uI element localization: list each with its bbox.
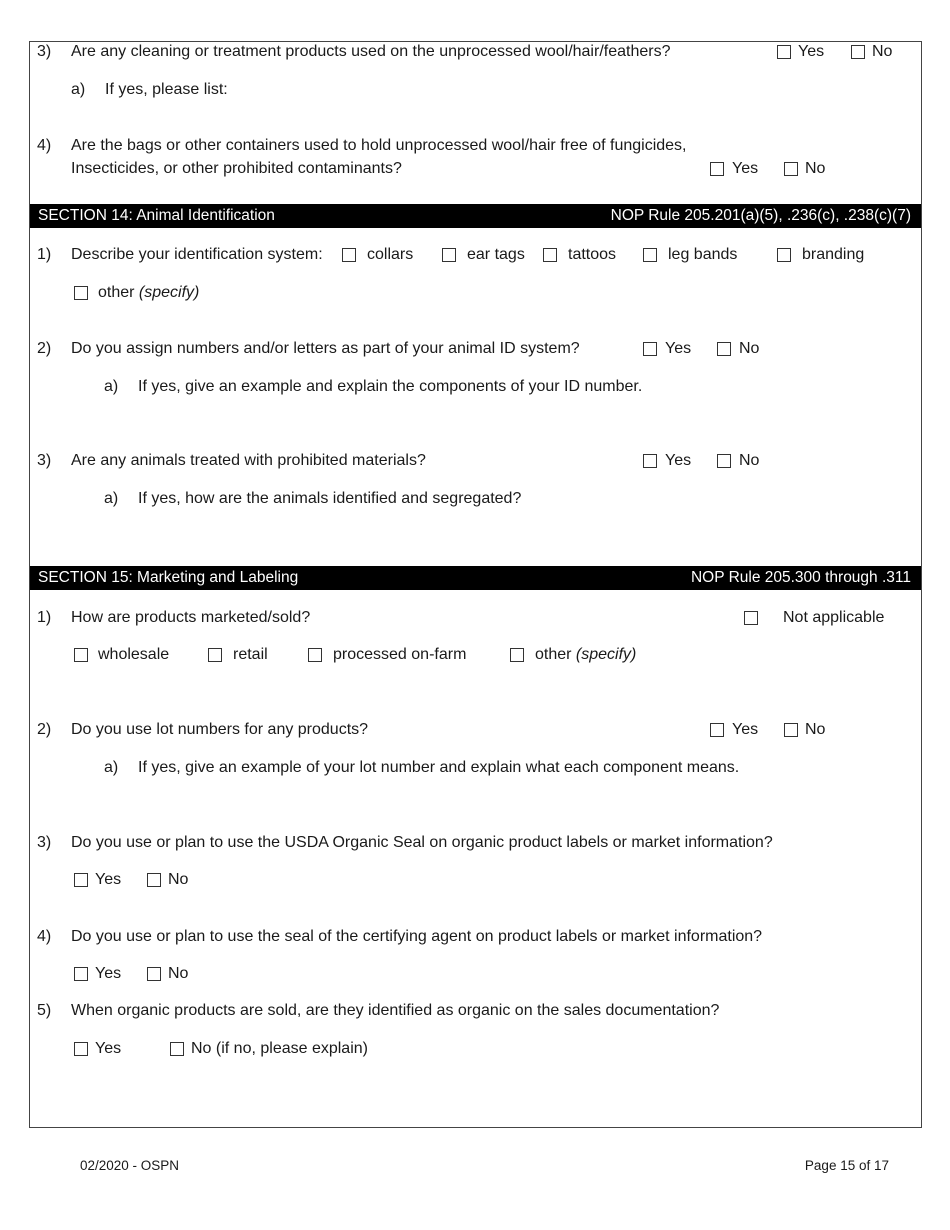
question-number: 4) — [37, 928, 52, 945]
no-checkbox[interactable] — [717, 342, 731, 356]
question-number: 5) — [37, 1002, 52, 1019]
yes-checkbox[interactable] — [74, 873, 88, 887]
section-rule: NOP Rule 205.201(a)(5), .236(c), .238(c)(7) — [610, 207, 911, 224]
sub-question-text: If yes, how are the animals identified and segregated? — [138, 490, 522, 507]
no-checkbox[interactable] — [784, 162, 798, 176]
sub-letter: a) — [104, 490, 119, 507]
yes-label: Yes — [95, 871, 122, 888]
no-checkbox[interactable] — [147, 873, 161, 887]
no-checkbox[interactable] — [170, 1042, 184, 1056]
leg-bands-checkbox[interactable] — [643, 248, 657, 262]
question-text: Describe your identification system: — [71, 246, 323, 263]
ear-tags-label: ear tags — [467, 246, 525, 263]
question-number: 3) — [37, 452, 52, 469]
collars-checkbox[interactable] — [342, 248, 356, 262]
leg-bands-label: leg bands — [668, 246, 738, 263]
question-number: 2) — [37, 721, 52, 738]
footer-page-number: Page 15 of 17 — [804, 1158, 889, 1173]
wholesale-checkbox[interactable] — [74, 648, 88, 662]
yes-checkbox[interactable] — [777, 45, 791, 59]
branding-checkbox[interactable] — [777, 248, 791, 262]
question-number: 1) — [37, 246, 52, 263]
processed-on-farm-label: processed on-farm — [333, 646, 467, 663]
section-rule: NOP Rule 205.300 through .311 — [690, 569, 911, 586]
question-number: 3) — [37, 834, 52, 851]
question-text: Are any cleaning or treatment products used on the unprocessed wool/hair/feathers? — [71, 43, 671, 60]
question-text: Do you use or plan to use the USDA Organic Seal on organic product labels or market information? — [71, 834, 773, 851]
yes-checkbox[interactable] — [643, 342, 657, 356]
question-number: 4) — [37, 137, 52, 154]
other-checkbox[interactable] — [74, 286, 88, 300]
no-label: No — [168, 871, 189, 888]
other-label — [535, 645, 636, 665]
sub-letter: a) — [104, 759, 119, 776]
no-label: No — [805, 160, 826, 177]
other-label — [98, 283, 199, 303]
yes-label: Yes — [95, 965, 122, 982]
question-text: Do you use lot numbers for any products? — [71, 721, 369, 738]
no-label: No — [739, 340, 760, 357]
no-label: No (if no, please explain) — [191, 1040, 368, 1057]
no-checkbox[interactable] — [784, 723, 798, 737]
yes-label: Yes — [732, 160, 759, 177]
question-number: 2) — [37, 340, 52, 357]
processed-on-farm-checkbox[interactable] — [308, 648, 322, 662]
question-text: Do you assign numbers and/or letters as part of your animal ID system? — [71, 340, 580, 357]
question-text: Are the bags or other containers used to hold unprocessed wool/hair free of fungicides, — [71, 137, 687, 154]
sub-question-text: If yes, give an example and explain the components of your ID number. — [138, 378, 643, 395]
other-text: other — [98, 284, 135, 301]
question-number: 3) — [37, 43, 52, 60]
no-checkbox[interactable] — [717, 454, 731, 468]
other-text: other — [535, 646, 572, 663]
section-title: SECTION 15: Marketing and Labeling — [38, 569, 299, 586]
section-title: SECTION 14: Animal Identification — [38, 207, 275, 224]
yes-checkbox[interactable] — [710, 723, 724, 737]
tattoos-checkbox[interactable] — [543, 248, 557, 262]
wholesale-label: wholesale — [98, 646, 170, 663]
section-14-header — [30, 204, 921, 228]
yes-checkbox[interactable] — [643, 454, 657, 468]
no-checkbox[interactable] — [851, 45, 865, 59]
yes-checkbox[interactable] — [710, 162, 724, 176]
footer-form-code: 02/2020 - OSPN — [80, 1158, 180, 1173]
yes-label: Yes — [798, 43, 825, 60]
specify-text: (specify) — [575, 646, 637, 663]
no-checkbox[interactable] — [147, 967, 161, 981]
question-text: How are products marketed/sold? — [71, 609, 311, 626]
tattoos-label: tattoos — [568, 246, 617, 263]
question-text: Are any animals treated with prohibited materials? — [71, 452, 426, 469]
retail-checkbox[interactable] — [208, 648, 222, 662]
yes-checkbox[interactable] — [74, 1042, 88, 1056]
not-applicable-label: Not applicable — [783, 609, 885, 626]
question-text-continued: Insecticides, or other prohibited contaminants? — [71, 160, 402, 177]
yes-label: Yes — [665, 340, 692, 357]
retail-label: retail — [233, 646, 268, 663]
question-number: 1) — [37, 609, 52, 626]
yes-label: Yes — [665, 452, 692, 469]
section-15-header — [30, 566, 921, 590]
specify-text: (specify) — [138, 284, 200, 301]
not-applicable-checkbox[interactable] — [744, 611, 758, 625]
question-text: When organic products are sold, are they identified as organic on the sales documentation? — [71, 1002, 720, 1019]
sub-letter: a) — [71, 81, 86, 98]
question-text: Do you use or plan to use the seal of the certifying agent on product labels or market information? — [71, 928, 763, 945]
sub-question-text: If yes, please list: — [105, 81, 228, 98]
no-label: No — [872, 43, 893, 60]
yes-label: Yes — [732, 721, 759, 738]
no-label: No — [168, 965, 189, 982]
branding-label: branding — [802, 246, 865, 263]
sub-letter: a) — [104, 378, 119, 395]
no-label: No — [805, 721, 826, 738]
other-checkbox[interactable] — [510, 648, 524, 662]
yes-label: Yes — [95, 1040, 122, 1057]
sub-question-text: If yes, give an example of your lot number and explain what each component means. — [138, 759, 740, 776]
yes-checkbox[interactable] — [74, 967, 88, 981]
collars-label: collars — [367, 246, 414, 263]
no-label: No — [739, 452, 760, 469]
ear-tags-checkbox[interactable] — [442, 248, 456, 262]
